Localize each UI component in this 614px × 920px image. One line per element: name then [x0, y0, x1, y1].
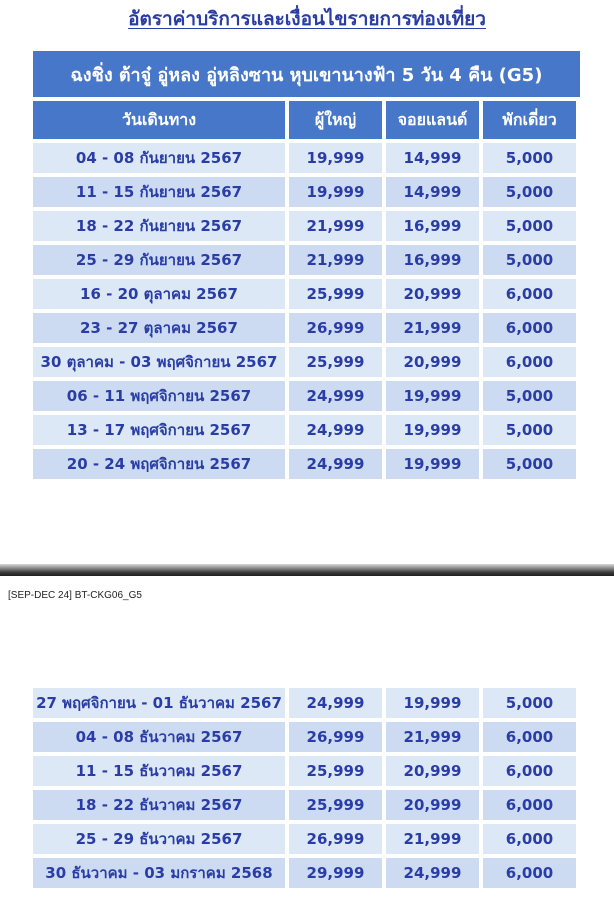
table-row [33, 313, 580, 343]
table-row [33, 143, 580, 173]
cell-single-room-price: 6,000 [483, 790, 576, 820]
cell-travel-date: 18 - 22 กันยายน 2567 [33, 211, 285, 241]
cell-joinland-price: 21,999 [386, 313, 479, 343]
cell-adult-price: 26,999 [289, 722, 382, 752]
table-row [33, 722, 580, 752]
page-break [0, 564, 614, 576]
cell-joinland-price: 16,999 [386, 245, 479, 275]
cell-travel-date: 25 - 29 กันยายน 2567 [33, 245, 285, 275]
table-row [33, 449, 580, 479]
cell-adult-price: 19,999 [289, 177, 382, 207]
cell-single-room-price: 6,000 [483, 858, 576, 888]
table-row [33, 790, 580, 820]
cell-adult-price: 25,999 [289, 347, 382, 377]
cell-joinland-price: 19,999 [386, 449, 479, 479]
cell-adult-price: 24,999 [289, 449, 382, 479]
cell-adult-price: 26,999 [289, 824, 382, 854]
header-joinland: จอยแลนด์ [386, 101, 479, 139]
table-row [33, 381, 580, 411]
cell-travel-date: 16 - 20 ตุลาคม 2567 [33, 279, 285, 309]
cell-single-room-price: 5,000 [483, 245, 576, 275]
cell-adult-price: 19,999 [289, 143, 382, 173]
table-row [33, 824, 580, 854]
document-code: [SEP-DEC 24] BT-CKG06_G5 [8, 590, 142, 601]
header-adult: ผู้ใหญ่ [289, 101, 382, 139]
cell-single-room-price: 5,000 [483, 381, 576, 411]
cell-joinland-price: 14,999 [386, 143, 479, 173]
cell-travel-date: 30 ตุลาคม - 03 พฤศจิกายน 2567 [33, 347, 285, 377]
table-row [33, 211, 580, 241]
price-table-page1 [33, 101, 580, 483]
cell-travel-date: 11 - 15 กันยายน 2567 [33, 177, 285, 207]
table-row [33, 415, 580, 445]
cell-single-room-price: 5,000 [483, 143, 576, 173]
cell-adult-price: 21,999 [289, 211, 382, 241]
cell-adult-price: 25,999 [289, 279, 382, 309]
table-row [33, 858, 580, 888]
page-title: อัตราค่าบริการและเงื่อนไขรายการท่องเที่ยว [128, 8, 486, 30]
cell-adult-price: 26,999 [289, 313, 382, 343]
cell-single-room-price: 6,000 [483, 279, 576, 309]
cell-single-room-price: 5,000 [483, 415, 576, 445]
cell-single-room-price: 5,000 [483, 688, 576, 718]
table-row [33, 756, 580, 786]
cell-adult-price: 25,999 [289, 756, 382, 786]
cell-travel-date: 06 - 11 พฤศจิกายน 2567 [33, 381, 285, 411]
cell-adult-price: 25,999 [289, 790, 382, 820]
header-single-room: พักเดี่ยว [483, 101, 576, 139]
cell-travel-date: 23 - 27 ตุลาคม 2567 [33, 313, 285, 343]
cell-joinland-price: 19,999 [386, 381, 479, 411]
cell-joinland-price: 20,999 [386, 347, 479, 377]
cell-joinland-price: 14,999 [386, 177, 479, 207]
cell-joinland-price: 21,999 [386, 824, 479, 854]
cell-adult-price: 24,999 [289, 381, 382, 411]
table-header-row [33, 101, 580, 139]
cell-travel-date: 25 - 29 ธันวาคม 2567 [33, 824, 285, 854]
cell-joinland-price: 20,999 [386, 279, 479, 309]
table-row [33, 347, 580, 377]
cell-single-room-price: 6,000 [483, 756, 576, 786]
cell-adult-price: 29,999 [289, 858, 382, 888]
cell-travel-date: 30 ธันวาคม - 03 มกราคม 2568 [33, 858, 285, 888]
cell-single-room-price: 6,000 [483, 824, 576, 854]
cell-joinland-price: 20,999 [386, 756, 479, 786]
cell-single-room-price: 5,000 [483, 449, 576, 479]
cell-joinland-price: 24,999 [386, 858, 479, 888]
cell-single-room-price: 6,000 [483, 722, 576, 752]
price-table-page2 [33, 688, 580, 892]
table-row [33, 279, 580, 309]
cell-travel-date: 04 - 08 กันยายน 2567 [33, 143, 285, 173]
header-travel-date: วันเดินทาง [33, 101, 285, 139]
cell-adult-price: 24,999 [289, 415, 382, 445]
cell-travel-date: 27 พฤศจิกายน - 01 ธันวาคม 2567 [33, 688, 285, 718]
cell-single-room-price: 6,000 [483, 347, 576, 377]
cell-single-room-price: 6,000 [483, 313, 576, 343]
cell-joinland-price: 19,999 [386, 688, 479, 718]
cell-travel-date: 18 - 22 ธันวาคม 2567 [33, 790, 285, 820]
table-row [33, 688, 580, 718]
table-row [33, 177, 580, 207]
cell-single-room-price: 5,000 [483, 211, 576, 241]
cell-single-room-price: 5,000 [483, 177, 576, 207]
cell-travel-date: 13 - 17 พฤศจิกายน 2567 [33, 415, 285, 445]
cell-adult-price: 21,999 [289, 245, 382, 275]
cell-travel-date: 11 - 15 ธันวาคม 2567 [33, 756, 285, 786]
cell-adult-price: 24,999 [289, 688, 382, 718]
cell-travel-date: 20 - 24 พฤศจิกายน 2567 [33, 449, 285, 479]
cell-joinland-price: 21,999 [386, 722, 479, 752]
cell-joinland-price: 16,999 [386, 211, 479, 241]
tour-name-header: ฉงชิ่ง ต้าจู๋ อู่หลง อู่หลิงซาน หุบเขานางฟ้า 5 วัน 4 คืน (G5) [33, 51, 580, 97]
cell-joinland-price: 20,999 [386, 790, 479, 820]
cell-travel-date: 04 - 08 ธันวาคม 2567 [33, 722, 285, 752]
table-row [33, 245, 580, 275]
cell-joinland-price: 19,999 [386, 415, 479, 445]
